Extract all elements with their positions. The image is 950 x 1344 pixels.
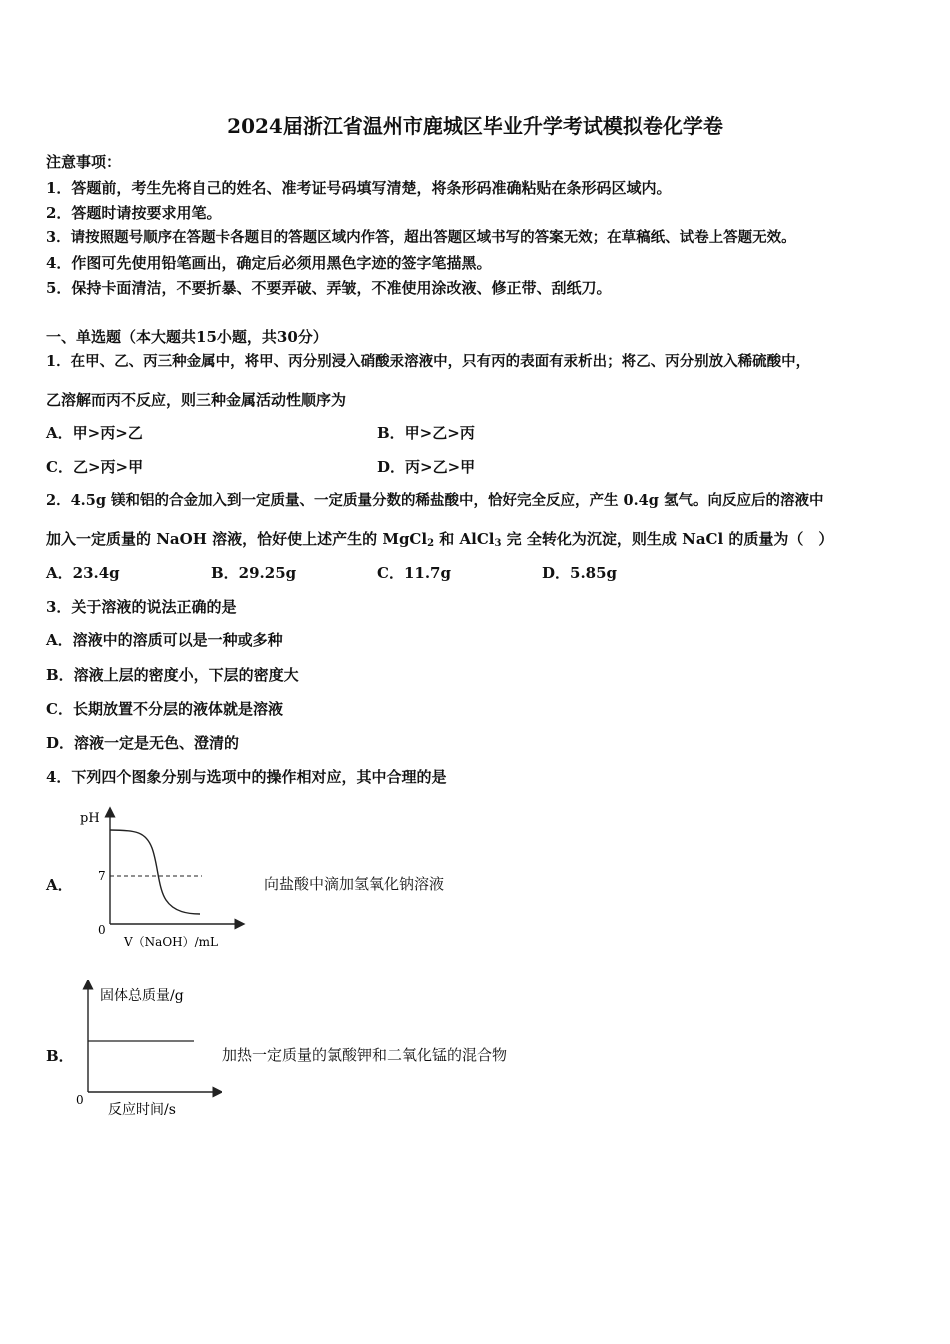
question-2-text: 完 全转化为沉淀，则生成 NaCl 的质量为（ ） — [501, 530, 834, 548]
question-3-stem: 3．关于溶液的说法正确的是 — [46, 598, 237, 616]
question-3-option-a: A．溶液中的溶质可以是一种或多种 — [46, 631, 283, 649]
x-axis-label: 反应时间/s — [108, 1102, 176, 1118]
section-heading: 一、单选题（本大题共15小题，共30分） — [46, 328, 328, 346]
question-2-text: 和 AlCl — [434, 530, 495, 548]
notice-item: 3．请按照题号顺序在答题卡各题目的答题区域内作答，超出答题区域书写的答案无效；在草稿纸、试卷上答题无效。 — [46, 229, 796, 246]
notice-item: 1．答题前，考生先将自己的姓名、准考证号码填写清楚，将条形码准确粘贴在条形码区域内。 — [46, 179, 672, 197]
question-4-stem: 4．下列四个图象分别与选项中的操作相对应，其中合理的是 — [46, 768, 447, 786]
notice-item: 2．答题时请按要求用笔。 — [46, 204, 222, 222]
y-tick-label: 7 — [98, 869, 106, 883]
subscript: 3 — [494, 538, 502, 549]
question-2-line-1: 2．4.5g 镁和铝的合金加入到一定质量、一定质量分数的稀盐酸中，恰好完全反应，产生 0.4g 氢气。向反应后的溶液中 — [46, 492, 824, 509]
question-3-option-c: C．长期放置不分层的液体就是溶液 — [46, 700, 283, 718]
question-1-option-a: A．甲>丙>乙 — [46, 424, 143, 442]
question-2-option-d: D．5.85g — [542, 564, 618, 582]
question-1-option-b: B．甲>乙>丙 — [377, 424, 475, 442]
question-1-line-2: 乙溶解而丙不反应，则三种金属活动性顺序为 — [46, 391, 347, 409]
notice-item: 4．作图可先使用铅笔画出，确定后必须用黑色字迹的签字笔描黑。 — [46, 254, 492, 272]
origin-label: 0 — [76, 1093, 84, 1107]
question-2-text: 加入一定质量的 NaOH 溶液，恰好使上述产生的 MgCl — [46, 530, 428, 548]
y-axis-label: 固体总质量/g — [100, 988, 184, 1004]
question-2-option-b: B．29.25g — [211, 564, 297, 582]
question-3-option-d: D．溶液一定是无色、澄清的 — [46, 734, 240, 752]
ph-curve-graph — [74, 800, 254, 952]
y-axis-label: pH — [80, 811, 100, 826]
ph-curve — [110, 830, 200, 914]
question-1-option-d: D．丙>乙>甲 — [377, 458, 476, 476]
question-4-option-b-label: B． — [46, 1047, 74, 1065]
notice-item: 5．保持卡面清洁，不要折暴、不要弄破、弄皱，不准使用涂改液、修正带、刮纸刀。 — [46, 279, 612, 297]
question-3-option-b: B．溶液上层的密度小，下层的密度大 — [46, 666, 299, 684]
question-2-line-2 — [46, 529, 833, 549]
question-4-option-a-label: A． — [46, 876, 73, 894]
origin-label: 0 — [98, 923, 106, 937]
question-4-option-a-text: 向盐酸中滴加氢氧化钠溶液 — [264, 875, 445, 893]
x-axis-label: V（NaOH）/mL — [124, 935, 219, 949]
page-title: 2024届浙江省温州市鹿城区毕业升学考试模拟卷化学卷 — [227, 114, 723, 138]
subscript: 2 — [427, 538, 435, 549]
question-4-option-b-text: 加热一定质量的氯酸钾和二氧化锰的混合物 — [222, 1046, 508, 1064]
notice-heading: 注意事项： — [46, 153, 122, 171]
solid-mass-graph — [72, 980, 222, 1122]
question-1-line-1: 1．在甲、乙、丙三种金属中，将甲、丙分别浸入硝酸汞溶液中，只有丙的表面有汞析出；将乙、丙分别放入稀硫酸中， — [46, 353, 811, 370]
question-2-option-c: C．11.7g — [377, 564, 451, 582]
question-2-option-a: A．23.4g — [46, 564, 120, 582]
question-1-option-c: C．乙>丙>甲 — [46, 458, 144, 476]
